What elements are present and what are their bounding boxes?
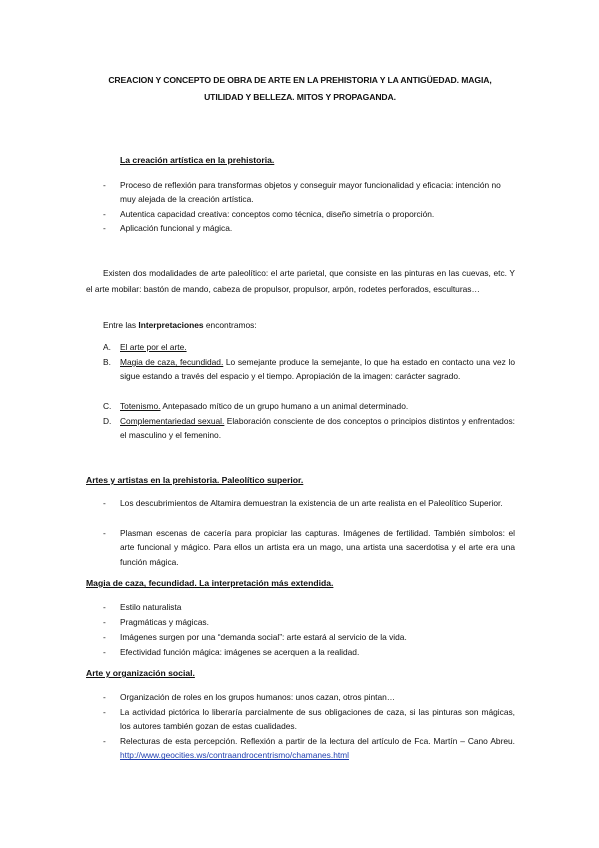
paragraph-modalities: Existen dos modalidades de arte paleolítico: el arte parietal, que consiste en las pinturas en las cuevas, etc. Y el arte mobilar: bastón de mando, cabeza de propulsor, propulsor, arpón, rodetes perforados, esculturas… — [86, 268, 515, 294]
section-heading-creation: La creación artística en la prehistoria. — [120, 155, 275, 165]
section-heading-magic: Magia de caza, fecundidad. La interpretación más extendida. — [86, 578, 334, 588]
paragraph-interpretations: Entre las Interpretaciones encontramos: — [103, 320, 257, 330]
document-page: CREACION Y CONCEPTO DE OBRA DE ARTE EN LA PREHISTORIA Y LA ANTIGÜEDAD. MAGIA, UTILIDAD Y BELLEZA. MITOS Y PROPAGANDA. La creación artística en la prehistoria. - Proceso de reflexión para transformas objetos y conseguir mayor funcionalidad y eficacia: intención no muy alejada de la creación artística. - Autentica capacidad creativa: conceptos como técnica, diseño simetría o proporción. - Aplicación funcional y mágica. Existen dos modalidades de arte paleolítico: el arte parietal, que consiste en las pinturas en las cuevas, etc. Y el arte mobilar: bastón de mando, cabeza de propulsor, propulsor, arpón, rodetes perforados, esculturas… Entre las Interpretaciones encontramos: A. El arte por el arte. B. Magia de caza, fecundidad. Lo semejante produce la semejante, lo que ha estado en contacto una vez lo sigue estando a través del espacio y el tiempo. Apropiación de la imagen: carácter sagrado. C. Totenismo. Antepasado mítico de un grupo humano a un animal determinado. D. Complementariedad sexual. Elaboración consciente de dos conceptos o principios distintos y enfrentados: el masculino y el femenino. Artes y artistas en la prehistoria. Paleolítico superior. - Los descubrimientos de Altamira demuestran la existencia de un arte realista en el Paleolítico Superior. - Plasman escenas de cacería para propiciar las capturas. Imágenes de fertilidad. También símbolos: el arte funcional y mágico. Para ellos un artista era un mago, una artista una sacerdotisa y el arte era una función mágica. Magia de caza, fecundidad. La interpretación más extendida. - Estilo naturalista - Pragmáticas y mágicas. - Imágenes surgen por una “demanda social”: arte estará al servicio de la vida. - Efectividad función mágica: imágenes se acerquen a la realidad. Arte y organización social. - Organización de roles en los grupos humanos: unos cazan, otros pintan… - La actividad pictórica lo liberaría parcialmente de sus obligaciones de caza, si las pinturas son mágicas, los autores también gozan de estas cualidades. - Relecturas de esta percepción. Reflexión a partir de la lectura del artículo de Fca. Martín – Cano Abreu. http://www.geocities.ws/contraandrocentrismo/chamanes.html — [0, 0, 599, 848]
section-heading-organization: Arte y organización social. — [86, 668, 195, 678]
document-title: CREACION Y CONCEPTO DE OBRA DE ARTE EN LA PREHISTORIA Y LA ANTIGÜEDAD. MAGIA, UTILIDAD Y BELLEZA. MITOS Y PROPAGANDA. — [108, 75, 492, 102]
section-heading-artists: Artes y artistas en la prehistoria. Paleolítico superior. — [86, 475, 304, 485]
article-link[interactable]: http://www.geocities.ws/contraandrocentrismo/chamanes.html — [120, 750, 350, 761]
